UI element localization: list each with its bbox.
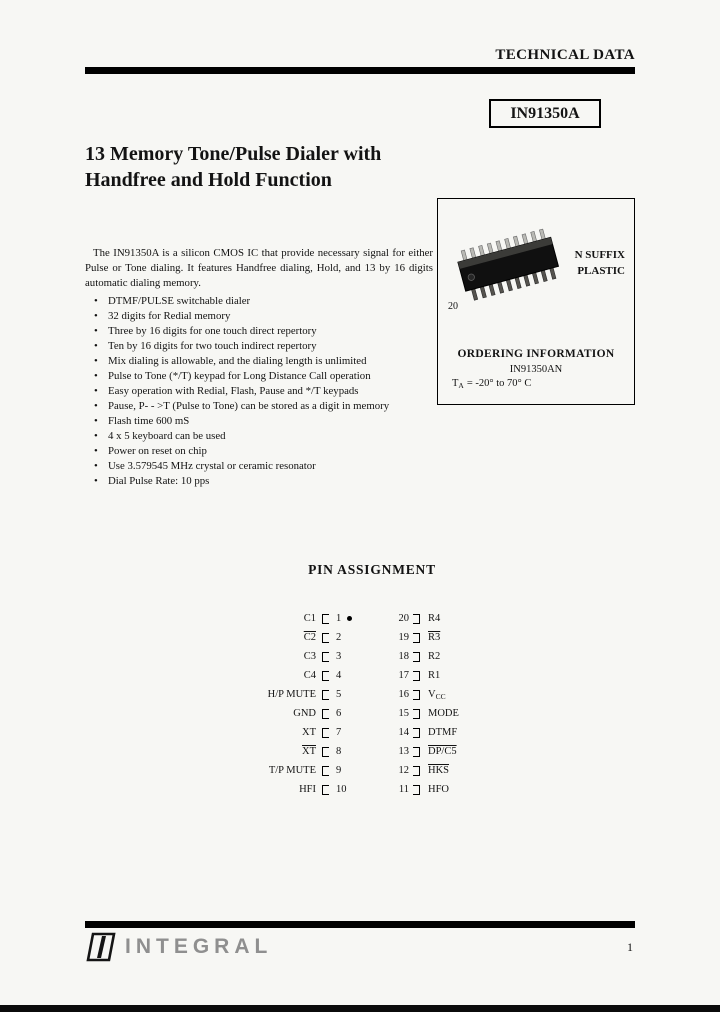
package-info-box — [437, 198, 635, 405]
features-section — [92, 294, 444, 489]
pin-number: 17 — [398, 670, 409, 681]
pin-label: C1 — [303, 613, 316, 624]
pin-stub-icon — [322, 728, 329, 738]
pin-row — [238, 685, 506, 704]
pin-row — [238, 742, 506, 761]
feature-item: • Use 3.579545 MHz crystal or ceramic resonator — [92, 459, 444, 474]
pin-number: 3 — [336, 651, 342, 662]
dip-package-drawing — [438, 219, 583, 327]
pin-row — [238, 609, 506, 628]
feature-item: • Ten by 16 digits for two touch indirect repertory — [92, 339, 444, 354]
pin-number: 14 — [398, 727, 409, 738]
part-number: IN91350A — [510, 104, 580, 122]
pin-stub-icon — [322, 766, 329, 776]
pin-stub-icon — [413, 652, 420, 662]
pin-number: 12 — [398, 765, 409, 776]
page-title: 13 Memory Tone/Pulse Dialer with Handfree and Hold Function — [85, 143, 382, 191]
feature-item: • Dial Pulse Rate: 10 pps — [92, 474, 444, 489]
ordering-part-number: IN91350AN — [509, 364, 563, 375]
pin-stub-icon — [413, 633, 420, 643]
temp-value: = -20° to 70° C — [466, 378, 532, 389]
pin-number: 18 — [398, 651, 409, 662]
pin-rows — [238, 609, 506, 799]
feature-item: • DTMF/PULSE switchable dialer — [92, 294, 444, 309]
pin-stub-icon — [413, 671, 420, 681]
header-rule — [85, 67, 635, 74]
pin-number: 7 — [336, 727, 342, 738]
pin-label: XT — [302, 727, 316, 738]
pin-stub-icon — [322, 614, 329, 624]
pin-label: T/P MUTE — [268, 765, 316, 776]
pin-assignment-section — [12, 562, 720, 799]
pin-stub-icon — [322, 671, 329, 681]
suffix-line1: N SUFFIX — [574, 249, 625, 261]
pin-number: 4 — [336, 670, 342, 681]
integral-logo-icon — [85, 932, 117, 962]
pin-number: 16 — [398, 689, 409, 700]
feature-item: • Pause, P- - >T (Pulse to Tone) can be stored as a digit in memory — [92, 399, 444, 414]
company-logo — [85, 932, 272, 962]
temp-prefix: T — [452, 378, 459, 389]
pin-stub-icon — [413, 614, 420, 624]
pin-label: HFI — [299, 784, 316, 795]
pin-label: DP/C5 — [428, 746, 457, 757]
pin-stub-icon — [413, 766, 420, 776]
pin-assignment-title: PIN ASSIGNMENT — [308, 562, 436, 577]
pin-row — [238, 723, 506, 742]
pin-number: 10 — [336, 784, 347, 795]
pin-label: C4 — [303, 670, 316, 681]
pin-stub-icon — [322, 747, 329, 757]
pin-number: 20 — [398, 613, 409, 624]
pin-stub-icon — [413, 690, 420, 700]
feature-item: • Easy operation with Redial, Flash, Pause and */T keypads — [92, 384, 444, 399]
pin-number: 2 — [336, 632, 342, 643]
ordering-information-title: ORDERING INFORMATION — [457, 348, 615, 360]
pin-stub-icon — [322, 785, 329, 795]
pin-label: GND — [293, 708, 316, 719]
feature-item: • 4 x 5 keyboard can be used — [92, 429, 444, 444]
pin-number: 13 — [398, 746, 409, 757]
pin-stub-icon — [413, 728, 420, 738]
document-type-label: TECHNICAL DATA — [495, 47, 635, 63]
pin-number: 6 — [336, 708, 342, 719]
pin-stub-icon — [322, 633, 329, 643]
pin-number: 19 — [398, 632, 409, 643]
pin-row — [238, 704, 506, 723]
pin-label: DTMF — [428, 727, 458, 738]
pin-label: R3 — [428, 632, 441, 643]
feature-item: • Flash time 600 mS — [92, 414, 444, 429]
pin-count-label: 20 — [448, 301, 458, 312]
pin-number: 9 — [336, 765, 342, 776]
temperature-range — [452, 378, 531, 390]
pin-label-subscript: CC — [435, 691, 446, 701]
feature-item: • Mix dialing is allowable, and the dialing length is unlimited — [92, 354, 444, 369]
feature-item: • Power on reset on chip — [92, 444, 444, 459]
feature-item: • 32 digits for Redial memory — [92, 309, 444, 324]
scan-edge — [0, 1005, 720, 1012]
logo-text: INTEGRAL — [125, 935, 273, 958]
pin-stub-icon — [413, 747, 420, 757]
pin1-dot-icon — [347, 616, 352, 621]
suffix-line2: PLASTIC — [577, 265, 625, 277]
footer-rule — [85, 921, 635, 928]
pin-number: 1 — [331, 613, 365, 624]
part-number-box — [489, 99, 601, 128]
pin-stub-icon — [322, 690, 329, 700]
feature-item: • Three by 16 digits for one touch direct repertory — [92, 324, 444, 339]
pin-label: R2 — [428, 651, 441, 662]
pin-stub-icon — [413, 785, 420, 795]
pin-stub-icon — [322, 652, 329, 662]
pin-label: $\overline{HKS}$ — [428, 765, 450, 776]
pin-number: 15 — [398, 708, 409, 719]
pin-label: MODE — [428, 708, 459, 719]
pin-row — [238, 780, 506, 799]
pin-row — [238, 647, 506, 666]
intro-paragraph: The IN91350A is a silicon CMOS IC that provide necessary signal for either Pulse or Tone dialing. It features Handfree dialing, Hold, and 13 by 16 digits automatic dialing memory. — [85, 247, 433, 289]
pin-label: R1 — [428, 670, 441, 681]
pin-label: HFO — [428, 784, 450, 795]
pin-label: H/P MUTE — [267, 689, 316, 700]
pin-row — [238, 628, 506, 647]
feature-item: • Pulse to Tone (*/T) keypad for Long Distance Call operation — [92, 369, 444, 384]
features-list — [92, 294, 444, 489]
pin-number: 5 — [336, 689, 342, 700]
temp-subscript: A — [458, 381, 464, 390]
pin-label: $\overline{XT}$ — [302, 746, 316, 757]
pin-label: VCC — [428, 688, 446, 701]
pin-label: R4 — [428, 613, 441, 624]
pin-number: 11 — [398, 784, 409, 795]
pin-stub-icon — [322, 709, 329, 719]
pin-row — [238, 761, 506, 780]
package-suffix — [575, 247, 625, 279]
pin-number: 8 — [336, 746, 342, 757]
page-number: 1 — [627, 940, 633, 954]
pin-label: C2 — [303, 632, 316, 643]
pin-label: C3 — [303, 651, 316, 662]
pin-row — [238, 666, 506, 685]
pin-stub-icon — [413, 709, 420, 719]
